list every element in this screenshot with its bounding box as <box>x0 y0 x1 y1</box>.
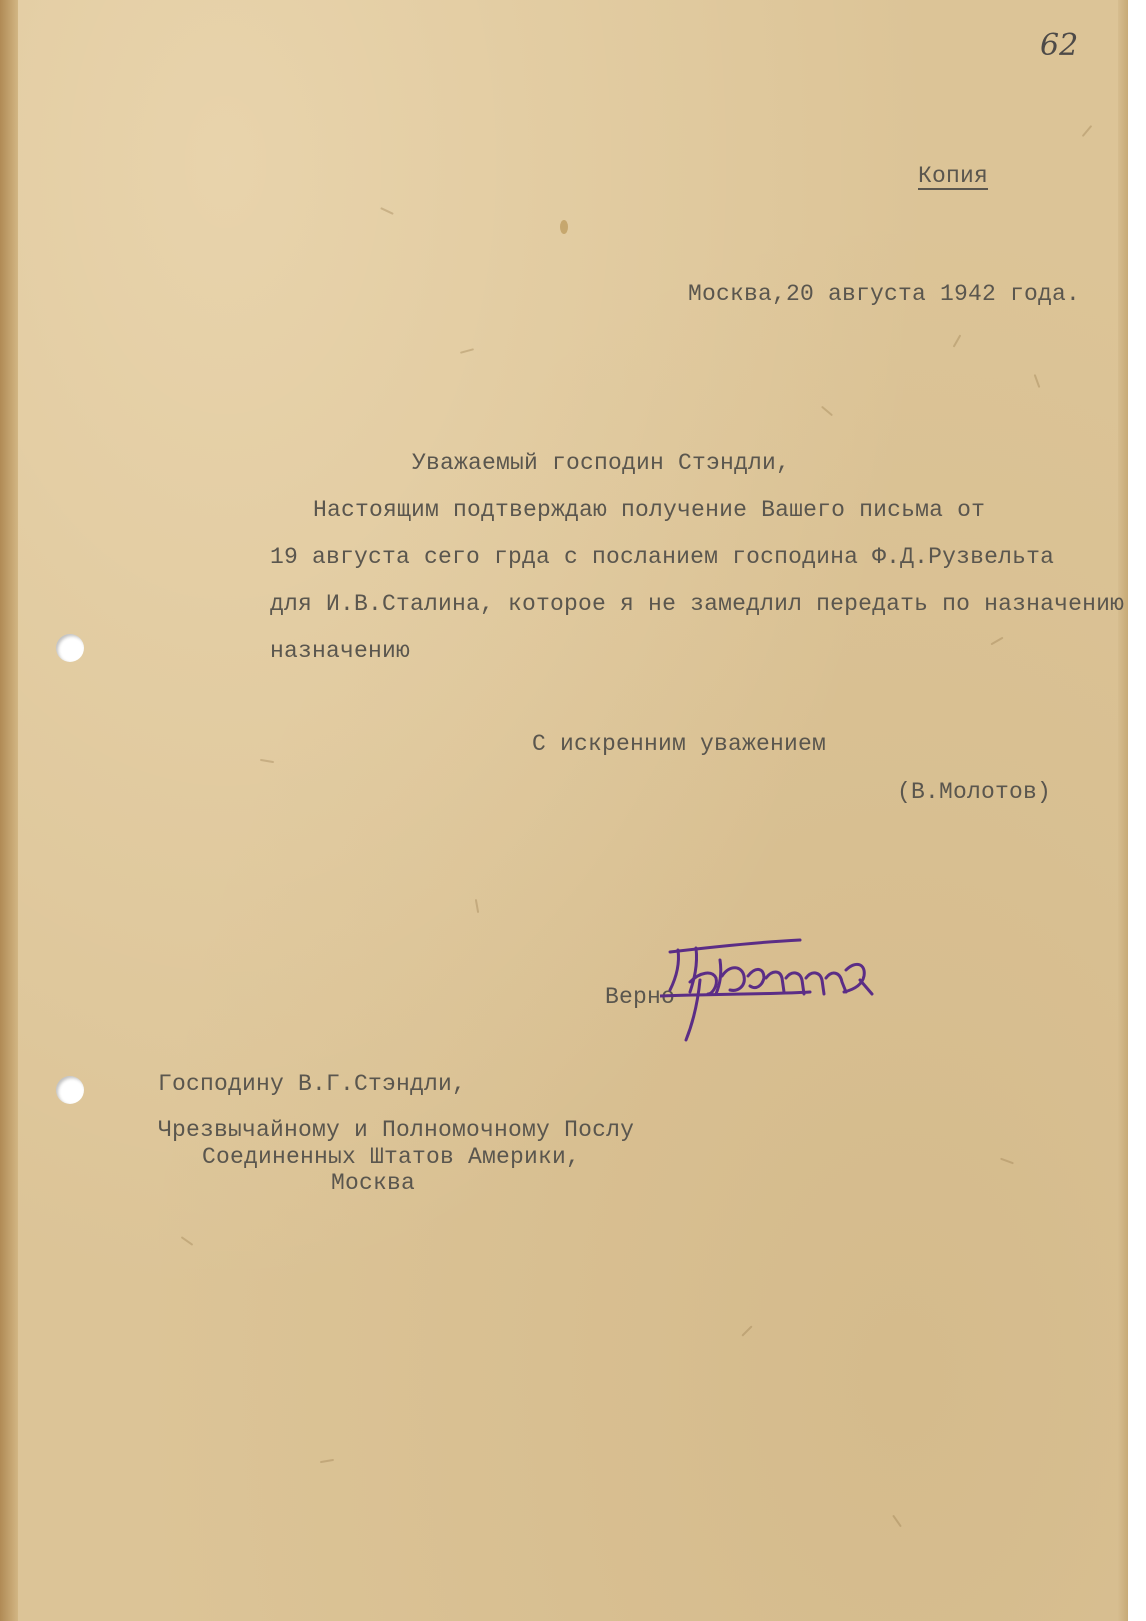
handwritten-signature <box>660 920 900 1050</box>
punch-hole-bottom <box>56 1076 84 1104</box>
recipient-line-4: Москва <box>331 1170 416 1196</box>
page-right-edge <box>1118 0 1128 1621</box>
paper-fiber <box>953 334 962 347</box>
paper-fiber <box>181 1236 194 1246</box>
copy-mark: Копия <box>918 163 989 189</box>
place-date-line: Москва,20 августа 1942 года. <box>688 281 1081 307</box>
recipient-line-1: Господину В.Г.Стэндли, <box>158 1071 467 1097</box>
salutation: Уважаемый господин Стэндли, <box>412 450 791 476</box>
paper-fiber <box>821 406 833 417</box>
page-left-edge <box>0 0 18 1621</box>
paper-fiber <box>892 1515 902 1528</box>
certified-label: Верно <box>605 984 676 1010</box>
paper-fiber <box>260 759 274 763</box>
recipient-line-2: Чрезвычайному и Полномочному Послу <box>158 1117 635 1143</box>
body-line-3: для И.В.Сталина, которое я не замедлил передать по назначению <box>270 591 1125 617</box>
body-line-4: назначению <box>270 638 411 664</box>
paper-fiber <box>990 637 1003 646</box>
paper-fiber <box>1082 125 1093 137</box>
paper-fiber <box>475 899 479 913</box>
archive-page-number: 62 <box>1040 28 1079 63</box>
paper-fiber <box>560 220 568 234</box>
paper-fiber <box>460 348 474 354</box>
body-line-2: 19 августа сего грда с посланием господина Ф.Д.Рузвельта <box>270 544 1055 570</box>
paper-fiber <box>1034 374 1041 388</box>
paper-fiber <box>1000 1158 1014 1165</box>
signatory: (В.Молотов) <box>897 779 1052 805</box>
closing: С искренним уважением <box>532 731 827 757</box>
paper-fiber <box>741 1325 752 1336</box>
body-line-1: Настоящим подтверждаю получение Вашего письма от <box>313 497 986 523</box>
punch-hole-top <box>56 634 84 662</box>
paper-fiber <box>380 207 394 215</box>
paper-fiber <box>320 1459 334 1463</box>
recipient-line-3: Соединенных Штатов Америки, <box>202 1144 581 1170</box>
